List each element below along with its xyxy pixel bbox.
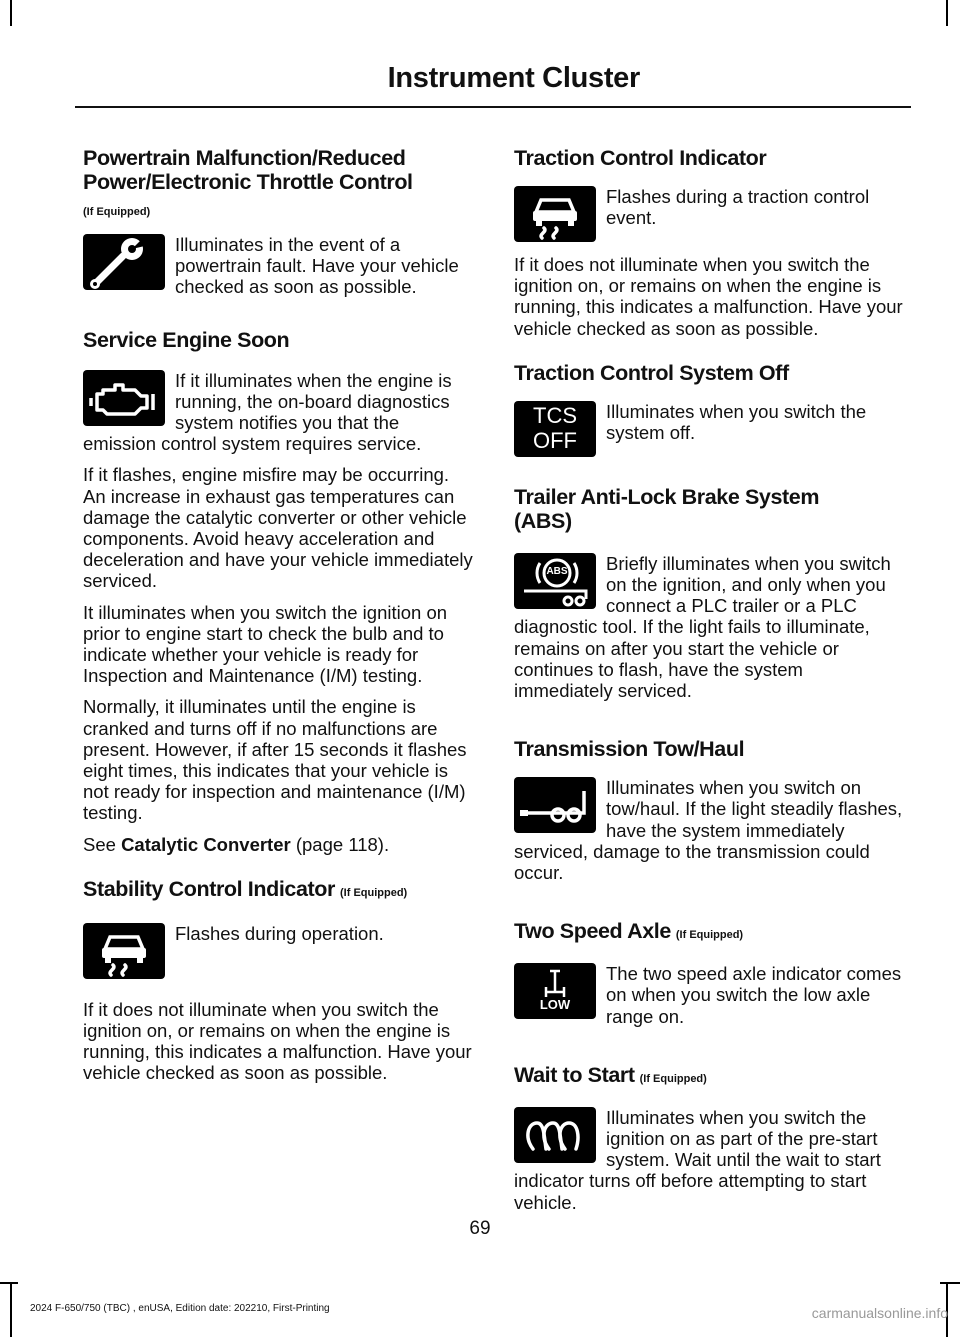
skidding-car-icon [514,186,596,242]
wrench-icon [83,234,165,290]
trailer-icon [514,777,596,833]
skidding-car-icon [83,923,165,979]
header-divider [75,106,911,108]
left-column [83,146,475,1094]
service-engine-text-2: If it flashes, engine misfire may be occurring. An increase in exhaust gas temperatures can damage the catalytic converter or other vehicle components. Avoid heavy acceleration and deceleration and have your vehicle immediately serviced. [83,464,473,592]
stability-text-1: Flashes during operation. [175,922,384,944]
section-title-powertrain: Powertrain Malfunction/Reduced Power/Electronic Throttle Control [83,146,413,194]
glow-plug-icon [514,1107,596,1163]
powertrain-text: Illuminates in the event of a powertrain fault. Have your vehicle checked as soon as possible. [175,234,459,298]
catalytic-converter-link[interactable]: Catalytic Converter [121,833,291,855]
right-column [514,146,906,1223]
section-title-service-engine: Service Engine Soon [83,327,290,352]
section-title-tcs-off: Traction Control System Off [514,360,789,385]
service-engine-text-1: If it illuminates when the engine is running, the on-board diagnostics system notifies you that the emission control system requires service. [83,369,452,455]
section-title-wait-to-start: Wait to Start (If Equipped) [514,1062,707,1087]
footer-edition: 2024 F-650/750 (TBC) , enUSA, Edition date: 202210, First-Printing [30,1303,330,1314]
tcs-off-icon: TCS OFF [514,401,596,457]
page-number: 69 [469,1218,491,1239]
two-speed-axle-text: The two speed axle indicator comes on when you switch the low axle range on. [606,963,902,1027]
stability-text-2: If it does not illuminate when you switch the ignition on, or remains on when the engine is running, this indicates a malfunction. Have your vehicle checked as soon as possible. [83,998,472,1084]
watermark: carmanualsonline.info [811,1305,948,1321]
service-engine-text-4: Normally, it illuminates until the engine is cranked and turns off if no malfunctions are present. However, if after 15 seconds it flashes eight times, this indicates that your vehicle is not ready for inspection and maintenance (I/M) testing. [83,696,467,824]
if-equipped-tag: (If Equipped) [83,206,151,218]
trailer-abs-text: Briefly illuminates when you switch on the ignition, and only when you connect a PLC trailer or a PLC diagnostic tool. If the light fails to illuminate, remains on after you start the vehicle or continues to flash, have the system immediately serviced. [514,552,891,702]
trailer-abs-icon: ABS [514,553,596,609]
service-engine-text-3: It illuminates when you switch the ignition on prior to engine start to check the bulb and to indicate whether your vehicle is ready for Inspection and Maintenance (I/M) testing. [83,601,448,687]
crop-mark [10,1282,12,1337]
section-title-traction: Traction Control Indicator [514,146,767,170]
crop-mark [10,0,12,26]
tow-haul-text: Illuminates when you switch on tow/haul. If the light steadily flashes, have the system immediately serviced, damage to the transmission could occur. [514,777,903,884]
crop-mark [940,1282,960,1284]
engine-icon [83,370,165,426]
tcs-off-text: Illuminates when you switch the system off. [606,400,867,444]
crop-mark [946,0,948,26]
page-title: Instrument Cluster [387,62,640,94]
crop-mark [0,1282,18,1284]
traction-text-2: If it does not illuminate when you switch the ignition on, or remains on when the engine is running, this indicates a malfunction. Have your vehicle checked as soon as possible. [514,254,903,339]
traction-text-1: Flashes during a traction control event. [606,186,870,229]
section-title-two-speed-axle: Two Speed Axle (If Equipped) [514,919,744,944]
section-title-stability: Stability Control Indicator (If Equipped) [83,876,408,901]
see-reference: See Catalytic Converter (page 118). [83,833,390,855]
wait-to-start-text: Illuminates when you switch the ignition on as part of the pre-start system. Wait until the wait to start indicator turns off before attempting to start vehicle. [514,1106,881,1213]
section-title-trailer-abs: Trailer Anti-Lock Brake System (ABS) [514,484,820,533]
section-title-tow-haul: Transmission Tow/Haul [514,737,745,762]
axle-low-icon: LOW [514,963,596,1019]
